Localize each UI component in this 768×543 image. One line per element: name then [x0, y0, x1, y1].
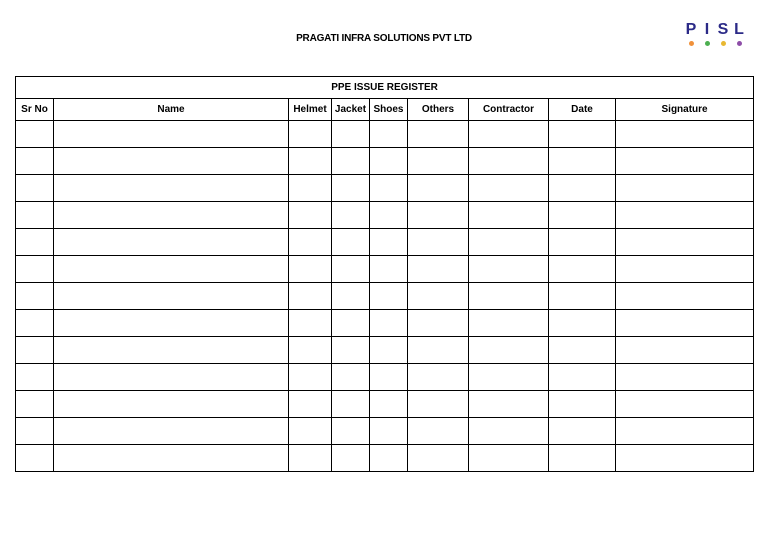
cell-signature[interactable]: [616, 229, 754, 256]
cell-helmet[interactable]: [289, 445, 332, 472]
cell-others[interactable]: [408, 391, 469, 418]
cell-jacket[interactable]: [332, 175, 370, 202]
cell-others[interactable]: [408, 175, 469, 202]
cell-name[interactable]: [54, 418, 289, 445]
cell-name[interactable]: [54, 283, 289, 310]
cell-date[interactable]: [549, 418, 616, 445]
cell-date[interactable]: [549, 283, 616, 310]
cell-helmet[interactable]: [289, 121, 332, 148]
cell-others[interactable]: [408, 229, 469, 256]
cell-shoes[interactable]: [370, 391, 408, 418]
cell-shoes[interactable]: [370, 310, 408, 337]
cell-date[interactable]: [549, 202, 616, 229]
cell-date[interactable]: [549, 391, 616, 418]
table-row: [16, 121, 754, 148]
cell-helmet[interactable]: [289, 148, 332, 175]
cell-contractor[interactable]: [469, 229, 549, 256]
cell-others[interactable]: [408, 256, 469, 283]
cell-signature[interactable]: [616, 364, 754, 391]
cell-name[interactable]: [54, 229, 289, 256]
cell-contractor[interactable]: [469, 121, 549, 148]
table-row: [16, 148, 754, 175]
cell-sr-no[interactable]: [16, 175, 54, 202]
column-header-name: Name: [54, 99, 289, 121]
column-header-helmet: Helmet: [289, 99, 332, 121]
logo-dot-icon: [721, 41, 726, 46]
cell-date[interactable]: [549, 175, 616, 202]
table-row: [16, 310, 754, 337]
cell-date[interactable]: [549, 148, 616, 175]
logo-dot-icon: [705, 41, 710, 46]
cell-shoes[interactable]: [370, 148, 408, 175]
register-title: PPE ISSUE REGISTER: [16, 77, 754, 99]
cell-jacket[interactable]: [332, 283, 370, 310]
logo-dot-icon: [689, 41, 694, 46]
column-header-jacket: Jacket: [332, 99, 370, 121]
cell-contractor[interactable]: [469, 202, 549, 229]
cell-contractor[interactable]: [469, 418, 549, 445]
cell-jacket[interactable]: [332, 391, 370, 418]
cell-contractor[interactable]: [469, 283, 549, 310]
cell-shoes[interactable]: [370, 256, 408, 283]
cell-signature[interactable]: [616, 283, 754, 310]
cell-name[interactable]: [54, 121, 289, 148]
logo-dot-icon: [737, 41, 742, 46]
cell-others[interactable]: [408, 418, 469, 445]
cell-sr-no[interactable]: [16, 391, 54, 418]
column-header-shoes: Shoes: [370, 99, 408, 121]
cell-sr-no[interactable]: [16, 418, 54, 445]
cell-jacket[interactable]: [332, 202, 370, 229]
table-row: [16, 256, 754, 283]
cell-shoes[interactable]: [370, 121, 408, 148]
logo-letter: P: [685, 21, 697, 38]
table-row: [16, 175, 754, 202]
cell-helmet[interactable]: [289, 283, 332, 310]
cell-shoes[interactable]: [370, 418, 408, 445]
cell-name[interactable]: [54, 175, 289, 202]
cell-shoes[interactable]: [370, 175, 408, 202]
logo-letter: S: [717, 21, 729, 38]
cell-jacket[interactable]: [332, 229, 370, 256]
cell-jacket[interactable]: [332, 418, 370, 445]
cell-others[interactable]: [408, 283, 469, 310]
ppe-issue-register-table: [15, 76, 754, 472]
cell-others[interactable]: [408, 337, 469, 364]
column-header-sr-no: Sr No: [16, 99, 54, 121]
table-row: [16, 337, 754, 364]
cell-sr-no[interactable]: [16, 202, 54, 229]
cell-shoes[interactable]: [370, 337, 408, 364]
cell-others[interactable]: [408, 445, 469, 472]
cell-jacket[interactable]: [332, 256, 370, 283]
table-row: [16, 391, 754, 418]
cell-name[interactable]: [54, 364, 289, 391]
cell-signature[interactable]: [616, 148, 754, 175]
cell-shoes[interactable]: [370, 202, 408, 229]
cell-helmet[interactable]: [289, 202, 332, 229]
cell-helmet[interactable]: [289, 310, 332, 337]
cell-contractor[interactable]: [469, 256, 549, 283]
logo-dots: [683, 41, 747, 46]
column-header-date: Date: [549, 99, 616, 121]
cell-signature[interactable]: [616, 202, 754, 229]
cell-name[interactable]: [54, 310, 289, 337]
column-header-signature: Signature: [616, 99, 754, 121]
cell-others[interactable]: [408, 202, 469, 229]
cell-jacket[interactable]: [332, 445, 370, 472]
cell-signature[interactable]: [616, 175, 754, 202]
column-header-others: Others: [408, 99, 469, 121]
cell-helmet[interactable]: [289, 391, 332, 418]
cell-contractor[interactable]: [469, 445, 549, 472]
cell-others[interactable]: [408, 364, 469, 391]
cell-date[interactable]: [549, 364, 616, 391]
cell-date[interactable]: [549, 121, 616, 148]
cell-sr-no[interactable]: [16, 337, 54, 364]
logo-letter: L: [734, 21, 744, 38]
cell-sr-no[interactable]: [16, 310, 54, 337]
cell-shoes[interactable]: [370, 283, 408, 310]
cell-jacket[interactable]: [332, 310, 370, 337]
cell-jacket[interactable]: [332, 337, 370, 364]
cell-signature[interactable]: [616, 391, 754, 418]
logo-letter: I: [704, 21, 710, 38]
cell-shoes[interactable]: [370, 445, 408, 472]
cell-contractor[interactable]: [469, 337, 549, 364]
cell-sr-no[interactable]: [16, 364, 54, 391]
cell-contractor[interactable]: [469, 364, 549, 391]
cell-signature[interactable]: [616, 310, 754, 337]
cell-others[interactable]: [408, 148, 469, 175]
column-header-contractor: Contractor: [469, 99, 549, 121]
cell-helmet[interactable]: [289, 418, 332, 445]
cell-name[interactable]: [54, 202, 289, 229]
cell-helmet[interactable]: [289, 175, 332, 202]
cell-sr-no[interactable]: [16, 256, 54, 283]
cell-sr-no[interactable]: [16, 283, 54, 310]
cell-name[interactable]: [54, 148, 289, 175]
cell-contractor[interactable]: [469, 175, 549, 202]
cell-helmet[interactable]: [289, 256, 332, 283]
table-row: [16, 418, 754, 445]
cell-date[interactable]: [549, 229, 616, 256]
company-name: PRAGATI INFRA SOLUTIONS PVT LTD: [296, 33, 472, 44]
table-row: [16, 229, 754, 256]
cell-others[interactable]: [408, 121, 469, 148]
cell-sr-no[interactable]: [16, 148, 54, 175]
cell-helmet[interactable]: [289, 337, 332, 364]
cell-shoes[interactable]: [370, 229, 408, 256]
cell-signature[interactable]: [616, 445, 754, 472]
cell-sr-no[interactable]: [16, 121, 54, 148]
cell-others[interactable]: [408, 310, 469, 337]
cell-sr-no[interactable]: [16, 445, 54, 472]
cell-signature[interactable]: [616, 337, 754, 364]
cell-contractor[interactable]: [469, 391, 549, 418]
table-row: [16, 445, 754, 472]
cell-helmet[interactable]: [289, 229, 332, 256]
table-row: [16, 364, 754, 391]
cell-jacket[interactable]: [332, 364, 370, 391]
cell-contractor[interactable]: [469, 148, 549, 175]
cell-jacket[interactable]: [332, 121, 370, 148]
cell-shoes[interactable]: [370, 364, 408, 391]
logo-letters: [683, 22, 747, 38]
cell-jacket[interactable]: [332, 148, 370, 175]
company-logo: [683, 22, 747, 46]
cell-signature[interactable]: [616, 418, 754, 445]
cell-date[interactable]: [549, 256, 616, 283]
cell-name[interactable]: [54, 256, 289, 283]
cell-signature[interactable]: [616, 256, 754, 283]
cell-signature[interactable]: [616, 121, 754, 148]
cell-date[interactable]: [549, 310, 616, 337]
cell-helmet[interactable]: [289, 364, 332, 391]
table-row: [16, 202, 754, 229]
cell-sr-no[interactable]: [16, 229, 54, 256]
cell-name[interactable]: [54, 391, 289, 418]
cell-name[interactable]: [54, 445, 289, 472]
cell-date[interactable]: [549, 445, 616, 472]
cell-date[interactable]: [549, 337, 616, 364]
cell-contractor[interactable]: [469, 310, 549, 337]
cell-name[interactable]: [54, 337, 289, 364]
table-row: [16, 283, 754, 310]
